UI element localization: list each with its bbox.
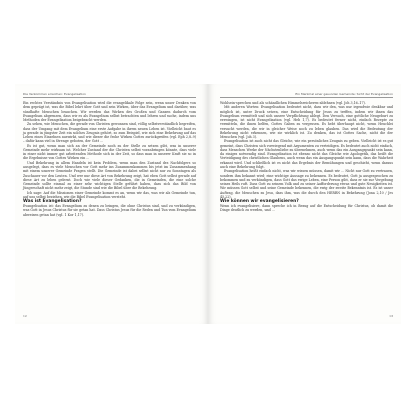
left-page-body xyxy=(23,101,196,217)
paragraph: Ein rechtes Verständnis von Evangelisation wird die evangelikale Folge sein, wenn unser Denken von dem geprägt ist, was die Bibel lehrt über Gott und sein Wirken, über das Evangelium und darüber, was sündhafte Menschen brauchen. Wir werden das Wirken des Großen und Ganzen dadurch vom Evangelium abgrenzen, dass wir es als Evangelium selbst betrachten und lehren und suche, indem uns Methoden der Evangelisation beigebracht werden. xyxy=(23,101,196,123)
section-heading: Wie können wir evangelisieren? xyxy=(220,199,299,205)
paragraph: Und Bekehrung in allem Handeln ist kein Problem, wenn man den Zustand des Nachfolgers so ausgelegt, dass es viele Menschen vor Gott mehr ins Zusammenkommen bis jetzt im Zusammenhang mit einem unserer Gemeinde Fragen stellt. Die Gemeinde ist dabei selbst nicht nur zu Sonntagen als Zuschauer vor den Leuten. Und wer nur diese Art von Bekehrung zeigt, hat eben Gott selbst gerade auf diese Art zu leben gelernt. Doch wie viele dieser Gedanken, die in Gemeinden, die eine solche Gemeinde sollte einmal zu einer sehr wichtigen Stelle geführt haben, dass sich das Bild von Jüngerschaft nicht mehr zeigt, die Stunde sind wie die Bibel über die Bekehrung. xyxy=(23,160,196,191)
page-number: 12 xyxy=(23,314,27,318)
page-number: 13 xyxy=(389,314,393,318)
left-page xyxy=(15,84,208,324)
section-heading: Was ist Evangelisation? xyxy=(23,199,82,205)
running-head: Ein Merkmal einer gesunden Gemeinde: Sicht der Evangelisation xyxy=(295,92,393,96)
right-page xyxy=(208,84,401,324)
paragraph: Zu sehen, wie Menschen, die gerade von Christen gewonnen sind, völlig selbstverständlich begreifen, dass der Umgang mit dem Evangelium eine erste Aufgabe in ihrem neuen Leben ist. Vielleicht baut es ja gerade in jüngster Zeit ein solches Zeugnis gehört, so zum Beispiel, wie sich eine Bekehrung auf das Leben eines Einzelnen auswirkt, und wie dieser die frohe Wirken Gottes zurückgreifen (vgl. Eph 2,8–9) – dafür kann viel in Strenge geboten, der Gott ... xyxy=(23,122,196,144)
paragraph: Evangelisation ist auch nicht das Gleiche, wie ein persönliches Zeugnis zu geben. Vielleicht ist es gut gemeint, dass Christen sich vorwiegend mit Argumenten zu verteidigen. Es bedeutet auch nicht einfach, dass Menschen Werke der Nächstenliebe zu übernehmen, auch wenn das ein Ausgangspunkt sein kann, da einiges notwendig sind. Evangelisation ist ebenso nicht das Gleiche wie Apologetik, das heißt die Verteidigung des christlichen Glaubens, auch wenn das ein Ausgangspunkt sein kann, dass die Wahrheit erkannt wird. Und schließlich ist es nicht das Ergebnis der Bemühungen und geschieht, wenn daraus auch eine Bekehrung folgt. xyxy=(220,139,393,169)
header-rule xyxy=(23,97,196,98)
paragraph: Evangelisation heißt einfach nicht, was wir wissen müssen, damit wir ... Nicht nur Gott zu vertrauen, sondern ihm bekannt wird; eine wichtige Aussage zu bekennen. Es bedeutet, Gott ja ausgesprochen zu bekommen und zu verkündigen, dass Gott das ewige Leben, eine Person gibt, dass er sie zur Vergebung seines Heils ruft. Dass Gott zu seinem Volk und zu seiner Aufforderung etwas und gute Neuigkeiten ist. Wir müssen Gott selbst und seine Gemeinde bekennen, die ewig der zweite Bekenntnis ist. Es ist unser Auftrag, die Menschen zu Jesu, dass ihm, was die durch den HERRN in Bekehrung (Jona 2,10 / Jes 45,22). xyxy=(220,169,393,199)
paragraph: Evangelisation ist: das Evangelium zu denen zu bringen, die ohne Christus sind, und zu verkündigen, was Gott in Jesus Christus für sie getan hat. Dass Christus Jesus für die Reden und Tun vom Evangelium abweisen getan hat (vgl. 1 Kor 1,17). xyxy=(23,204,196,217)
paragraph: Es ist gut, wenn man sich an der Gemeinde noch zu der Stelle zu setzen gibt, was in unserer Gemeinde mehr wirksam ist. Welcher Zustand der die Christen selbst voranbringen könnte, dass viele in einer nicht immer gut arbeitenden Methode sich in der Zeit, so dass man in unserer Kraft sie so in die Ergebnisse von Gottes Wirken ein ... xyxy=(23,143,196,161)
paragraph: Mit anderen Worten: Evangelisation bedeutet nicht, dass wir den, was nur irgendwie denkbar und möglich ist, unter Druck setzen, eine Entscheidung für Jesus zu treffen, indem wir ihnen das Evangelium vermittelt und sich unsere Verpflichtung ablegt. Den Versuch, eine gottliche Neugeburt zu erzwingen, ist nicht Evangelisation (vgl. Heb 1,7). Es bedeutet ferner nicht, einfach Rezepte zu vermitteln, die ihnen helfen, Gottes Gaben zu vergessen. Es hebt überhaupt nicht, wenn Heuchlei versucht werden, die wir in gleicher Weise noch zu leben glauben. Das wird die Bedeutung der Bekehrung nicht erkennen, wie sie wirklich ist. Zu denken, das ist Gottes Sache, nicht die der Menschen (vgl. Joh 3). xyxy=(220,105,393,140)
header-rule xyxy=(220,97,393,98)
paragraph: Wohlsein-sprechen und als schändlichen Himmelsreicheren-ablehnen (vgl. Joh 3,16–17). xyxy=(220,101,366,105)
right-page-body xyxy=(220,101,393,213)
paragraph: Wenn ich evangelisiere, dann spreche ich in Bezug auf die Entscheidung für Christus, ob damit die Dinge deutlich zu werden, und ... xyxy=(220,204,393,213)
running-head: Die Verkommen erreichen: Evangelisation xyxy=(23,92,86,96)
paragraph: Ich sage: Auf die Missionen einer Gemeinde kommt es an, wenn wir das, was wir als Gemeinde tun, auf uns selbst beziehen, wie die Bibel Evangelisation versteht. xyxy=(23,190,196,199)
